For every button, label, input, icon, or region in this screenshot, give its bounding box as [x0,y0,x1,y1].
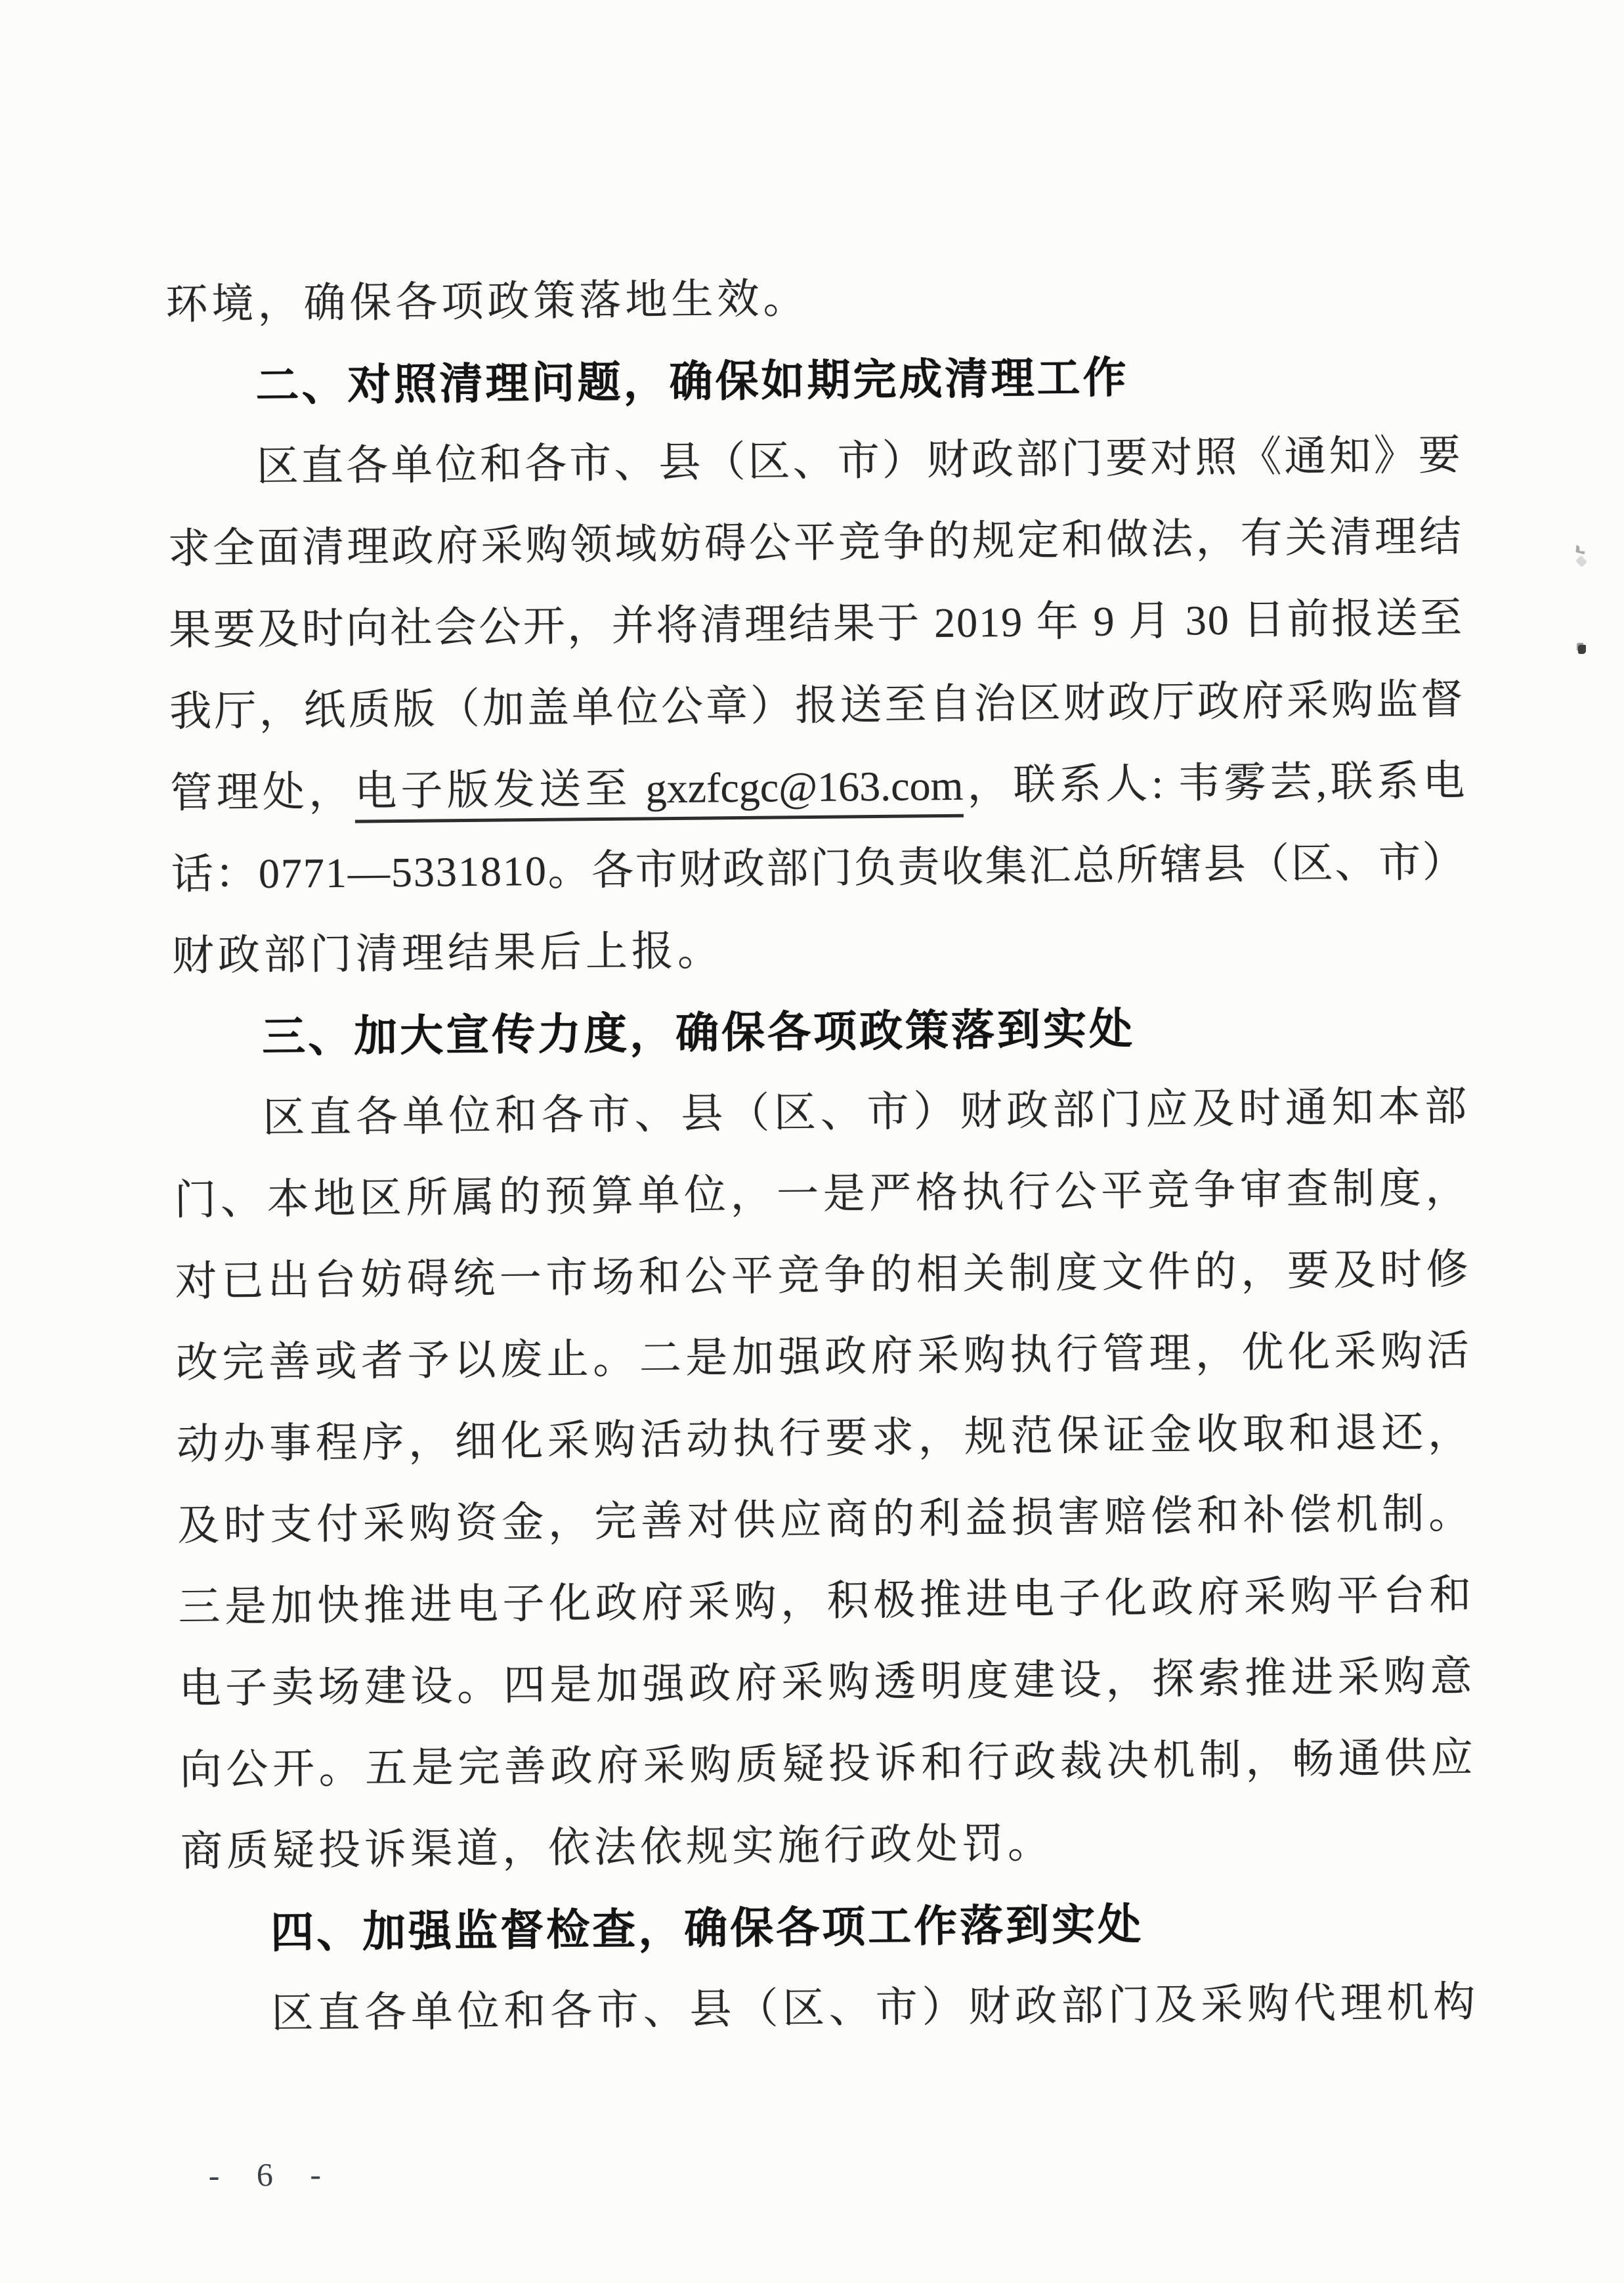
text-line: 动办事程序，细化采购活动执行要求，规范保证金收取和退还， [176,1408,1472,1468]
text-line: 电子卖场建设。四是加强政府采购透明度建设，探索推进采购意 [179,1653,1474,1712]
section-heading-3: 三、加大宣传力度，确保各项政策落到实处 [261,1004,1136,1062]
text-line: 我厅，纸质版（加盖单位公章）报送至自治区财政厅政府采购监督 [169,676,1464,735]
contact-line-suffix: ，联系人: 韦雾芸,联系电 [962,757,1465,809]
text-line: 环境，确保各项政策落地生效。 [165,274,809,328]
text-line: 及时支付采购资金，完善对供应商的利益损害赔偿和补偿机制。 [177,1490,1472,1550]
email-underlined-text: 电子版发送至 gxzfcgc@163.com [354,762,964,823]
page-number: - 6 - [208,2156,336,2194]
document-text-block [165,265,1478,2221]
text-line: 果要及时向社会公开，并将清理结果于 2019 年 9 月 30 日前报送至 [168,594,1464,654]
text-line: 区直各单位和各市、县（区、市）财政部门及采购代理机构 [271,1978,1477,2037]
text-line: 区直各单位和各市、县（区、市）财政部门要对照《通知》要 [256,431,1463,490]
scan-artifact-speck [1578,645,1586,654]
contact-line-prefix: 管理处， [170,768,355,817]
text-line: 财政部门清理结果后上报。 [171,927,724,980]
text-line: 商质疑投诉渠道，依法依规实施行政处罚。 [180,1819,1054,1875]
text-line: 改完善或者予以废止。二是加强政府采购执行管理，优化采购活 [175,1327,1471,1387]
section-heading-4: 四、加强监督检查，确保各项工作落到实处 [270,1900,1144,1957]
section-heading-2: 二、对照清理问题，确保如期完成清理工作 [255,353,1129,410]
text-line: 对已出台妨碍统一市场和公平竞争的相关制度文件的，要及时修 [175,1246,1470,1305]
text-line: 门、本地区所属的预算单位，一是严格执行公平竞争审查制度， [174,1164,1469,1224]
text-line: 三是加快推进电子化政府采购，积极推进电子化政府采购平台和 [178,1571,1473,1631]
text-line-phone: 话：0771—5331810。各市财政部门负责收集汇总所辖县（区、市） [171,838,1466,898]
text-line: 区直各单位和各市、县（区、市）财政部门应及时通知本部 [262,1083,1468,1142]
text-line-contact [170,756,1465,817]
scan-artifact-speck [1575,555,1587,567]
scan-artifact-speck [1575,545,1586,555]
text-line: 向公开。五是完善政府采购质疑投诉和行政裁决机制，畅通供应 [179,1734,1475,1794]
text-line: 求全面清理政府采购领域妨碍公平竞争的规定和做法，有关清理结 [167,513,1463,573]
